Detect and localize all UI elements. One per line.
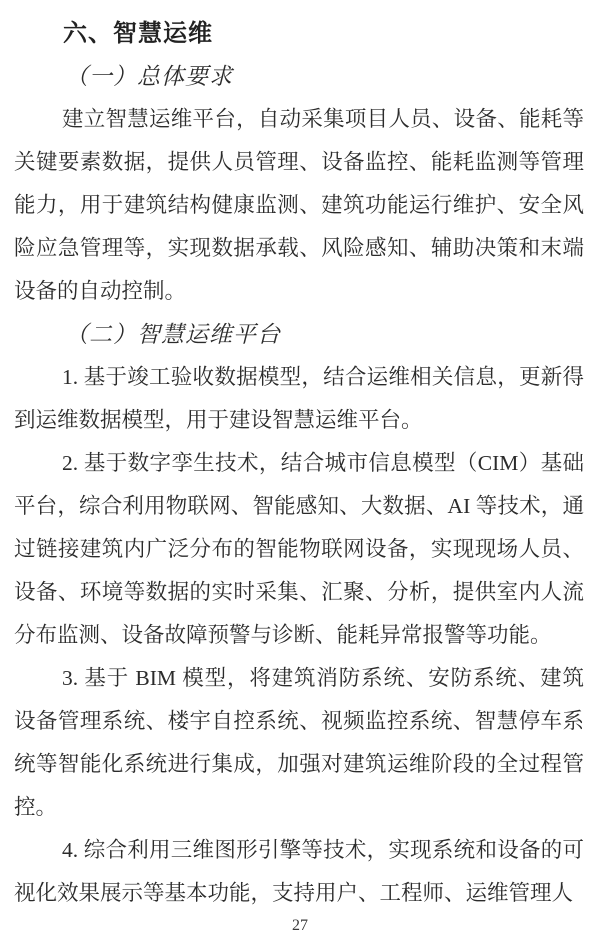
paragraph-item-1: 1. 基于竣工验收数据模型，结合运维相关信息，更新得到运维数据模型，用于建设智慧运维平台。 — [14, 365, 584, 432]
paragraph-item-2: 2. 基于数字孪生技术，结合城市信息模型（CIM）基础平台，综合利用物联网、智能感知、大数据、AI 等技术，通过链接建筑内广泛分布的智能物联网设备，实现现场人员、设备、环境等数据的实时采集、汇聚、分析，提供室内人流分布监测、设备故障预警与诊断、能耗异常报警等功能。 — [14, 451, 584, 647]
paragraph-item-3: 3. 基于 BIM 模型，将建筑消防系统、安防系统、建筑设备管理系统、楼宇自控系统、视频监控系统、智慧停车系统等智能化系统进行集成，加强对建筑运维阶段的全过程管控。 — [14, 666, 584, 819]
paragraph-item-4: 4. 综合利用三维图形引擎等技术，实现系统和设备的可视化效果展示等基本功能，支持用户、工程师、运维管理人 — [14, 838, 584, 905]
section-heading: 六、智慧运维 — [63, 20, 213, 47]
page-number: 27 — [292, 917, 308, 934]
paragraph-overall-requirements: 建立智慧运维平台，自动采集项目人员、设备、能耗等关键要素数据，提供人员管理、设备监控、能耗监测等管理能力，用于建筑结构健康监测、建筑功能运行维护、安全风险应急管理等，实现数据承载、风险感知、辅助决策和末端设备的自动控制。 — [14, 107, 584, 303]
subheading-overall-requirements: （一）总体要求 — [65, 64, 233, 89]
subheading-smart-om-platform: （二）智慧运维平台 — [65, 322, 281, 347]
